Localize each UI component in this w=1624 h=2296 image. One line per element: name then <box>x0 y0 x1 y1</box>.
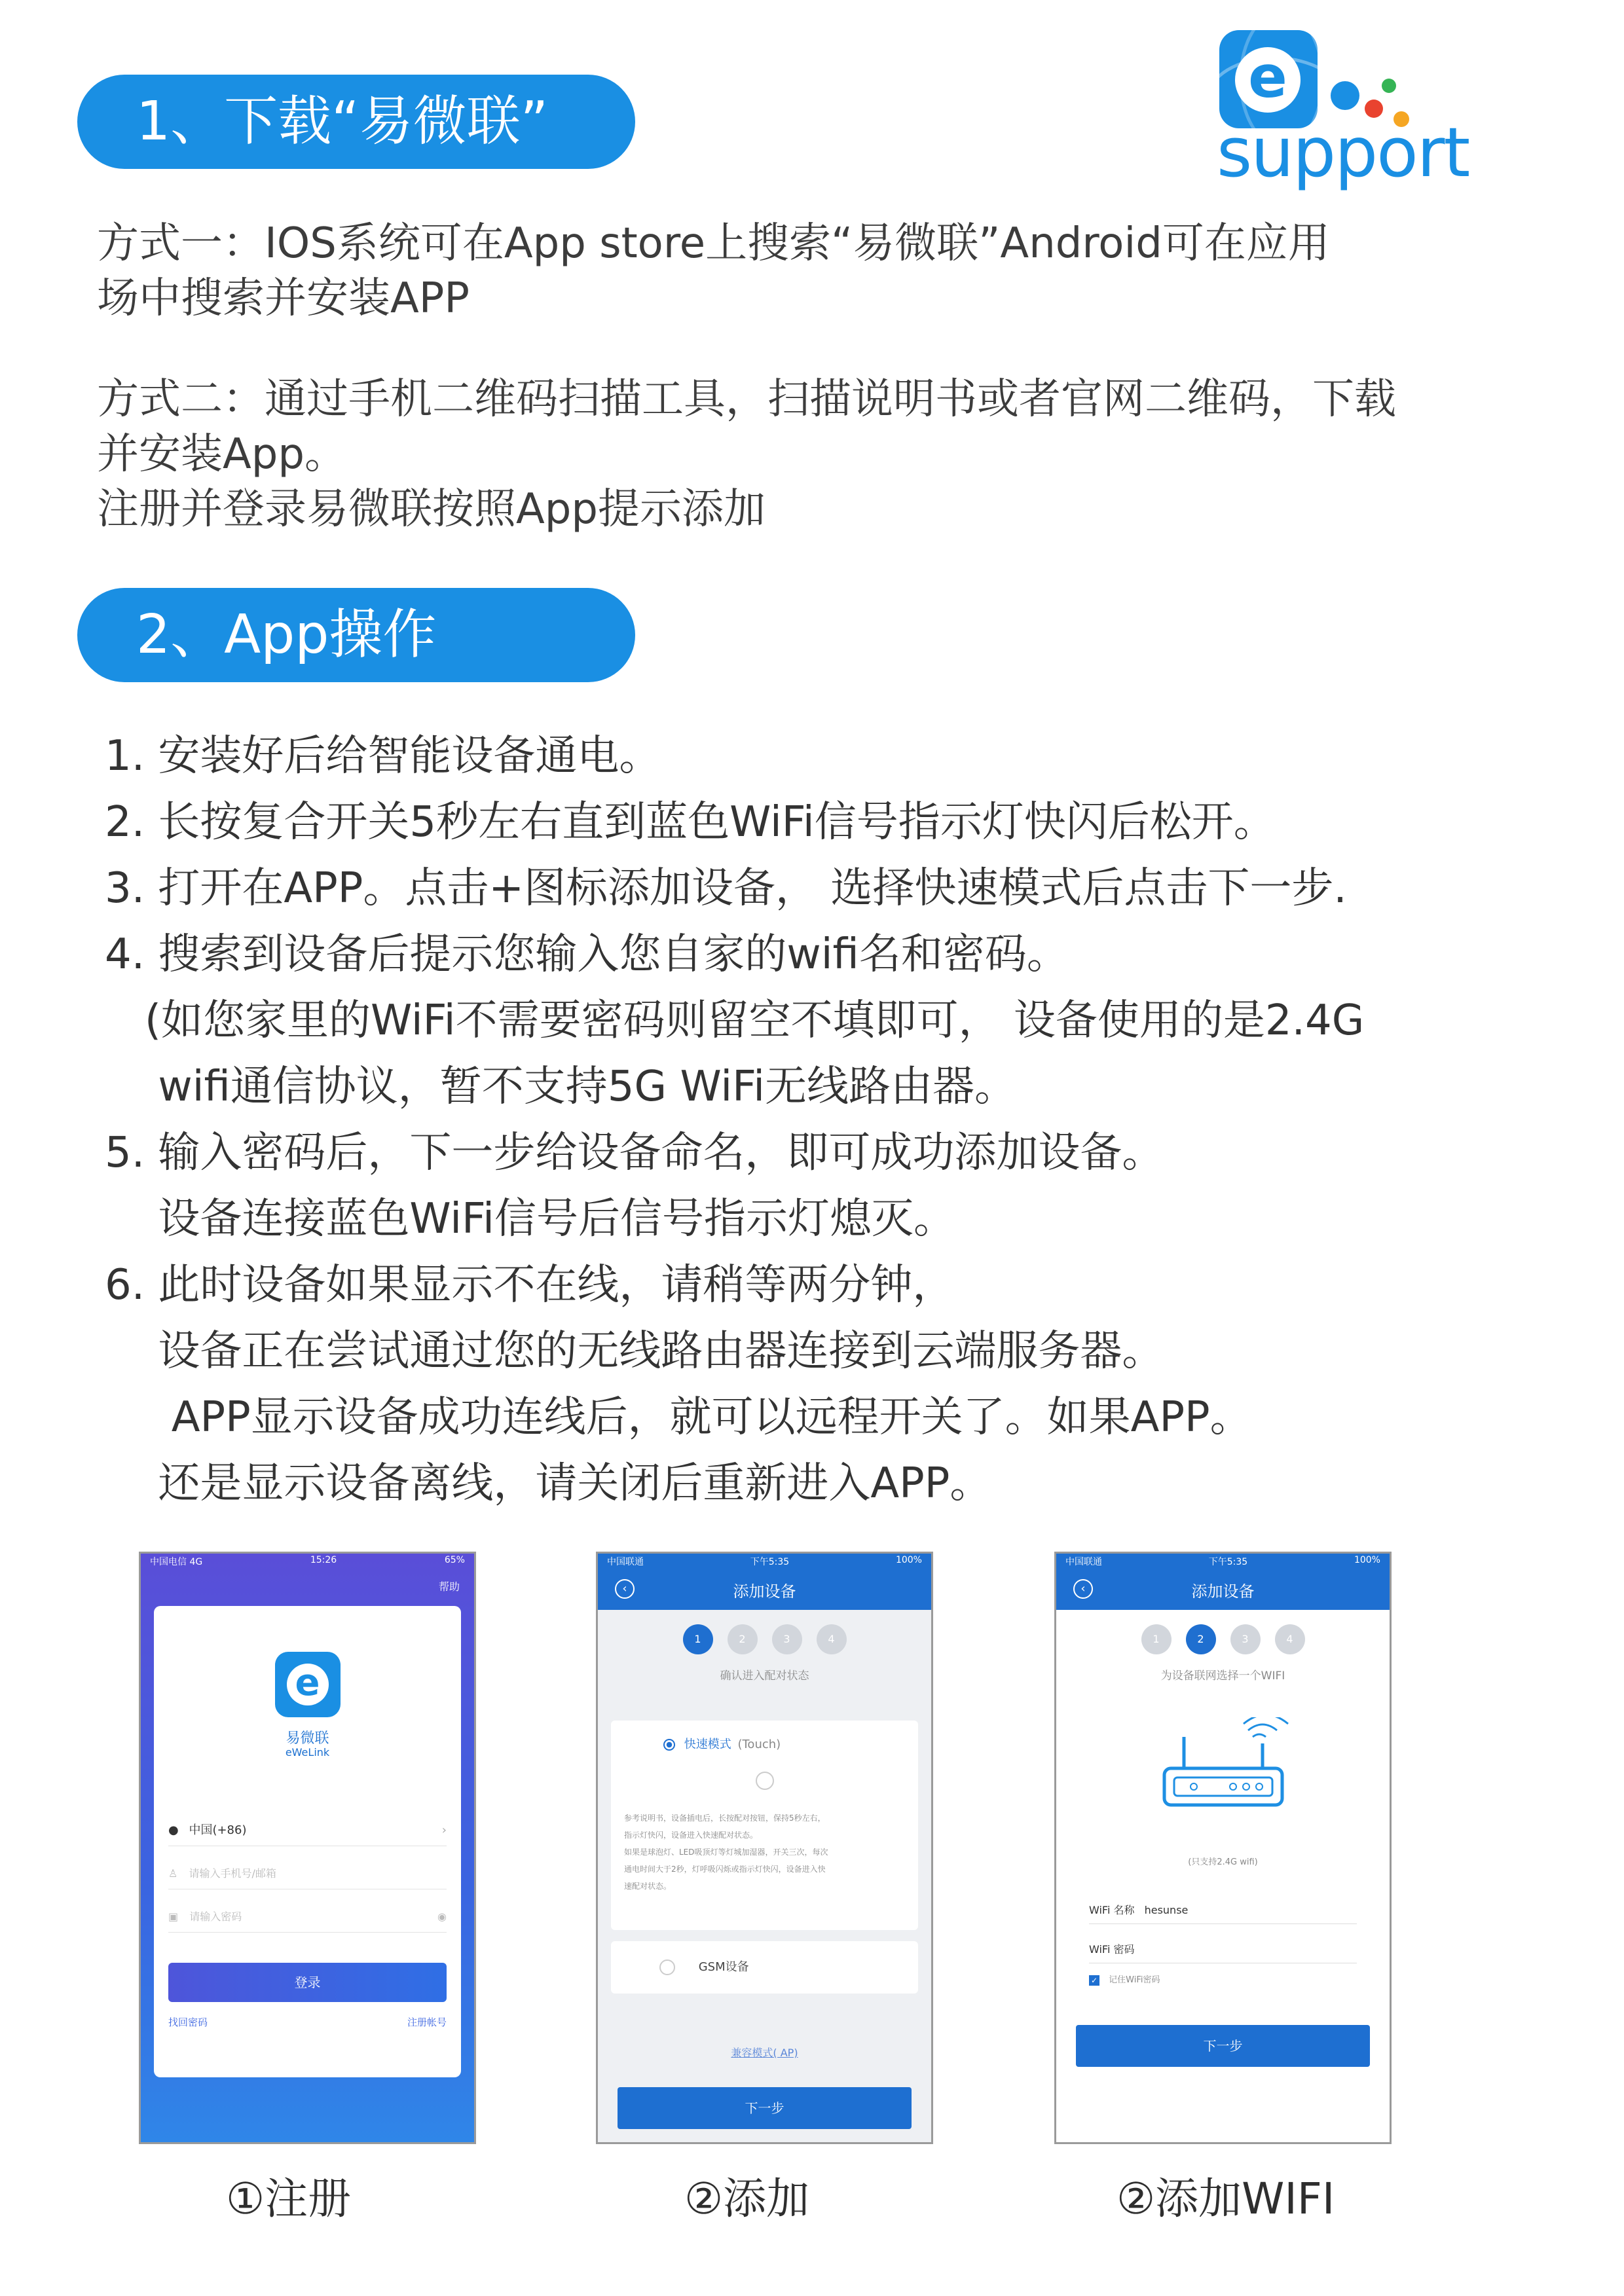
step-line: 5. 输入密码后，下一步给设备命名，即可成功添加设备。 <box>105 1129 1164 1177</box>
logo-letter: e <box>1235 47 1301 113</box>
section-1-header <box>77 75 635 169</box>
step-line: 还是显示设备离线，请关闭后重新进入APP。 <box>105 1459 992 1508</box>
status-carrier: 中国电信 4G <box>150 1557 203 1567</box>
step-subtitle: 确认进入配对状态 <box>720 1669 809 1683</box>
step-line: 4. 搜索到设备后提示您输入您自家的wifi名和密码。 <box>105 930 1069 979</box>
wifi-password-field[interactable] <box>1089 1937 1357 1963</box>
desc-line: 通电时间大于2秒，灯呼吸闪烁或指示灯快闪，设备进入快 <box>624 1865 826 1874</box>
section-2-header <box>77 588 635 682</box>
register-link[interactable]: 注册帐号 <box>407 2016 447 2028</box>
login-card <box>154 1606 461 2077</box>
lock-icon: ▣ <box>168 1910 179 1923</box>
status-bar <box>141 1554 474 1569</box>
status-time: 15:26 <box>310 1555 337 1565</box>
step-line: 2. 长按复合开关5秒左右直到蓝色WiFi信号指示灯快闪后松开。 <box>105 798 1276 847</box>
radio-empty-icon <box>659 1959 675 1975</box>
caption-add: ②添加 <box>684 2174 810 2224</box>
status-carrier: 中国联通 <box>1065 1557 1102 1567</box>
desc-line: 如果是球泡灯、LED吸顶灯等灯城加湿器，开关三次，每次 <box>624 1848 828 1857</box>
method-1-line-1: 方式一：IOS系统可在App store上搜索“易微联”Android可在应用 <box>97 219 1330 268</box>
caption-register: ①注册 <box>226 2174 352 2224</box>
checkbox-checked-icon: ✓ <box>1089 1975 1099 1986</box>
password-placeholder: 请输入密码 <box>189 1910 242 1923</box>
step-dot: 2 <box>728 1624 758 1654</box>
wifi-name-value: hesunse <box>1144 1904 1189 1916</box>
wifi-note: (只支持2.4G wifi) <box>1188 1857 1258 1867</box>
country-selector[interactable] <box>168 1815 447 1846</box>
screen-title: 添加设备 <box>1191 1582 1255 1601</box>
step-indicator <box>1056 1624 1390 1654</box>
forgot-password-link[interactable]: 找回密码 <box>168 2016 208 2028</box>
step-dot: 4 <box>1275 1624 1305 1654</box>
phone-placeholder: 请输入手机号/邮箱 <box>189 1867 276 1880</box>
method-1-line-2: 场中搜索并安装APP <box>97 274 470 323</box>
login-button[interactable]: 登录 <box>168 1963 447 2002</box>
status-time: 下午5:35 <box>750 1557 790 1567</box>
logo-dot-green <box>1382 79 1396 93</box>
desc-line: 速配对状态。 <box>624 1882 672 1891</box>
logo-dot-blue <box>1331 81 1359 110</box>
app-icon: e <box>275 1652 341 1717</box>
radio-empty-icon <box>756 1772 774 1790</box>
status-battery: 100% <box>1354 1555 1380 1565</box>
quick-mode-touch: (Touch) <box>737 1738 781 1751</box>
status-battery: 65% <box>444 1555 465 1565</box>
phone-screenshot-add-device <box>596 1552 933 2144</box>
back-icon[interactable]: ‹ <box>615 1579 635 1599</box>
step-line: wifi通信协议，暂不支持5G WiFi无线路由器。 <box>105 1063 1017 1111</box>
globe-icon: ● <box>168 1823 179 1837</box>
wifi-name-field[interactable] <box>1089 1897 1357 1924</box>
esupport-logo <box>1210 27 1469 192</box>
step-dot: 4 <box>817 1624 847 1654</box>
logo-wordmark: support <box>1217 113 1469 192</box>
back-icon[interactable]: ‹ <box>1073 1579 1093 1599</box>
method-2-line-3: 注册并登录易微联按照App提示添加 <box>97 485 766 534</box>
status-bar <box>1056 1554 1390 1569</box>
steps-list <box>105 723 1364 1517</box>
step-subtitle: 为设备联网选择一个WIFI <box>1160 1669 1285 1683</box>
radio-selected-icon <box>663 1739 675 1751</box>
compat-mode-link[interactable]: 兼容模式( AP) <box>731 2047 798 2059</box>
step-dot: 3 <box>1230 1624 1261 1654</box>
step-dot: 1 <box>1141 1624 1172 1654</box>
section-2-title: 2、App操作 <box>136 604 437 666</box>
step-line: APP显示设备成功连线后，就可以远程开关了。如果APP。 <box>105 1393 1252 1442</box>
chevron-right-icon: › <box>441 1823 447 1837</box>
user-icon: ♙ <box>168 1867 178 1880</box>
next-button[interactable]: 下一步 <box>618 2087 912 2129</box>
quick-mode-label: 快速模式 <box>684 1738 731 1751</box>
gsm-label: GSM设备 <box>698 1960 749 1974</box>
router-icon <box>1154 1717 1292 1815</box>
step-line: 设备连接蓝色WiFi信号后信号指示灯熄灭。 <box>105 1195 955 1243</box>
eye-icon[interactable]: ◉ <box>437 1910 447 1923</box>
screen-title: 添加设备 <box>733 1582 796 1601</box>
step-indicator <box>598 1624 931 1654</box>
quick-mode-card[interactable] <box>611 1721 918 1930</box>
status-bar <box>598 1554 931 1569</box>
remember-label: 记住WiFi密码 <box>1109 1975 1160 1985</box>
status-carrier: 中国联通 <box>607 1557 644 1567</box>
method-2-line-1: 方式二：通过手机二维码扫描工具，扫描说明书或者官网二维码，下载 <box>97 375 1396 424</box>
quick-mode-option <box>663 1735 781 1752</box>
step-line: 设备正在尝试通过您的无线路由器连接到云端服务器。 <box>105 1327 1164 1376</box>
gsm-option-card[interactable] <box>611 1941 918 1994</box>
nav-bar <box>598 1569 931 1610</box>
step-dot: 1 <box>683 1624 713 1654</box>
phone-screenshot-login <box>139 1552 476 2144</box>
desc-line: 参考说明书，设备插电后，长按配对按钮，保持5秒左右， <box>624 1813 826 1823</box>
status-battery: 100% <box>895 1555 922 1565</box>
status-time: 下午5:35 <box>1208 1557 1248 1567</box>
nav-bar <box>1056 1569 1390 1610</box>
phone-screenshot-add-wifi <box>1054 1552 1392 2144</box>
step-line: 3. 打开在APP。点击+图标添加设备， 选择快速模式后点击下一步. <box>105 864 1347 913</box>
step-dot: 3 <box>772 1624 802 1654</box>
step-dot: 2 <box>1186 1624 1216 1654</box>
quick-mode-description <box>624 1810 905 1895</box>
wifi-password-label: WiFi 密码 <box>1089 1943 1135 1956</box>
header-bar <box>1056 1554 1390 1610</box>
method-2-line-2: 并安装App。 <box>97 430 347 479</box>
step-line: 6. 此时设备如果显示不在线，请稍等两分钟， <box>105 1261 955 1309</box>
header-bar <box>598 1554 931 1610</box>
country-label: 中国(+86) <box>189 1823 247 1837</box>
wifi-name-label: WiFi 名称 <box>1089 1904 1135 1916</box>
help-link[interactable]: 帮助 <box>438 1580 460 1593</box>
phone-input[interactable] <box>168 1859 447 1889</box>
step-line: 1. 安装好后给智能设备通电。 <box>105 732 661 780</box>
step-line: (如您家里的WiFi不需要密码则留空不填即可， 设备使用的是2.4G <box>105 996 1365 1045</box>
desc-line: 指示灯快闪，设备进入快速配对状态。 <box>624 1831 758 1840</box>
caption-add-wifi: ②添加WIFI <box>1116 2174 1335 2224</box>
password-input[interactable] <box>168 1902 447 1933</box>
section-1-title: 1、下载“易微联” <box>136 90 549 153</box>
remember-checkbox[interactable] <box>1089 1973 1160 1986</box>
app-name-en: eWeLink <box>285 1746 330 1758</box>
app-name: 易微联 <box>286 1730 329 1747</box>
next-button[interactable]: 下一步 <box>1076 2025 1370 2067</box>
